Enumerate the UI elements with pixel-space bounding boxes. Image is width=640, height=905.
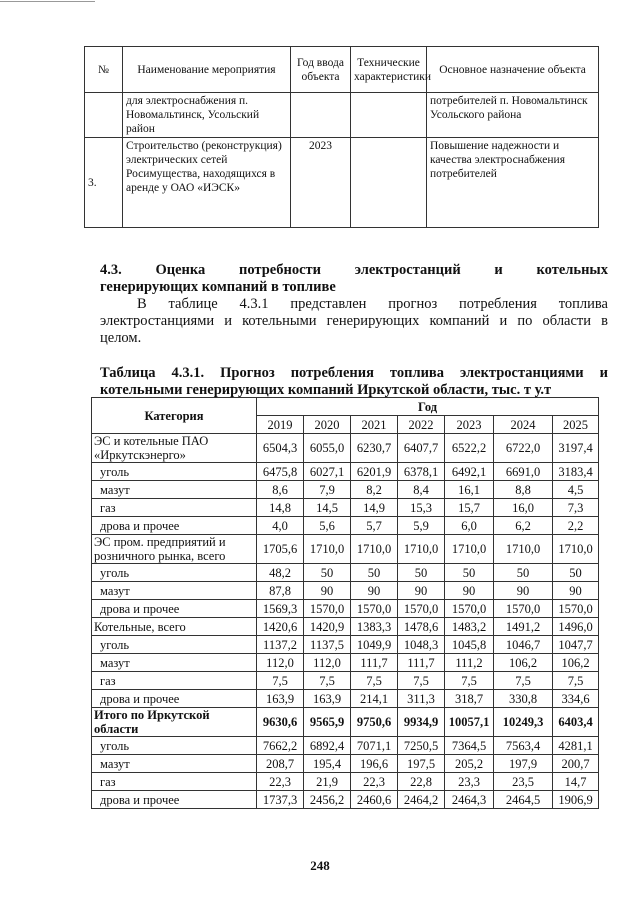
value-cell: 6378,1 (398, 463, 445, 481)
value-cell: 2464,3 (445, 791, 494, 809)
year-cell: 2021 (351, 416, 398, 434)
value-cell: 16,1 (445, 481, 494, 499)
value-cell: 1047,7 (553, 636, 599, 654)
header-num: № (85, 47, 123, 93)
value-cell: 9565,9 (304, 708, 351, 737)
value-cell: 1046,7 (494, 636, 553, 654)
table-row (85, 138, 599, 228)
fuel-table-header-row (92, 398, 599, 416)
value-cell: 2456,2 (304, 791, 351, 809)
value-cell: 7563,4 (494, 737, 553, 755)
row-category: уголь (92, 463, 257, 481)
row-tech (351, 93, 427, 138)
row-category: газ (92, 672, 257, 690)
value-cell: 15,3 (398, 499, 445, 517)
value-cell: 200,7 (553, 755, 599, 773)
value-cell: 1491,2 (494, 618, 553, 636)
value-cell: 50 (398, 564, 445, 582)
value-cell: 6403,4 (553, 708, 599, 737)
value-cell: 1420,9 (304, 618, 351, 636)
value-cell: 1049,9 (351, 636, 398, 654)
year-cell: 2023 (445, 416, 494, 434)
value-cell: 22,3 (257, 773, 304, 791)
header-name: Наименование мероприятия (123, 47, 291, 93)
value-cell: 208,7 (257, 755, 304, 773)
value-cell: 7,5 (494, 672, 553, 690)
table-row (92, 708, 599, 737)
value-cell: 1570,0 (445, 600, 494, 618)
value-cell: 7364,5 (445, 737, 494, 755)
table-caption (100, 365, 608, 399)
value-cell: 5,6 (304, 517, 351, 535)
value-cell: 90 (351, 582, 398, 600)
value-cell: 1570,0 (398, 600, 445, 618)
value-cell: 6492,1 (445, 463, 494, 481)
value-cell: 1710,0 (398, 535, 445, 564)
value-cell: 1496,0 (553, 618, 599, 636)
value-cell: 1570,0 (494, 600, 553, 618)
value-cell: 7250,5 (398, 737, 445, 755)
value-cell: 1383,3 (351, 618, 398, 636)
value-cell: 6407,7 (398, 434, 445, 463)
row-category: уголь (92, 737, 257, 755)
table-row (92, 755, 599, 773)
value-cell: 50 (351, 564, 398, 582)
value-cell: 10057,1 (445, 708, 494, 737)
value-cell: 6230,7 (351, 434, 398, 463)
value-cell: 111,2 (445, 654, 494, 672)
value-cell: 1420,6 (257, 618, 304, 636)
measures-table-header (85, 47, 599, 93)
caption-line: котельными генерирующих компаний Иркутской области, тыс. т у.т (100, 382, 552, 398)
value-cell: 2464,5 (494, 791, 553, 809)
value-cell: 1570,0 (304, 600, 351, 618)
value-cell: 6027,1 (304, 463, 351, 481)
category-header: Категория (92, 398, 257, 434)
year-cell: 2020 (304, 416, 351, 434)
value-cell: 6055,0 (304, 434, 351, 463)
row-category: мазут (92, 755, 257, 773)
value-cell: 4,0 (257, 517, 304, 535)
table-row (92, 600, 599, 618)
section-paragraph (100, 296, 608, 347)
value-cell: 3197,4 (553, 434, 599, 463)
value-cell: 163,9 (257, 690, 304, 708)
table-row (92, 463, 599, 481)
table-row (92, 672, 599, 690)
value-cell: 318,7 (445, 690, 494, 708)
value-cell: 106,2 (553, 654, 599, 672)
value-cell: 21,9 (304, 773, 351, 791)
table-row (92, 791, 599, 809)
value-cell: 1710,0 (351, 535, 398, 564)
table-row (92, 690, 599, 708)
value-cell: 8,2 (351, 481, 398, 499)
row-purpose: Повышение надежности и качества электроснабжения потребителей (427, 138, 599, 228)
value-cell: 7,5 (553, 672, 599, 690)
table-row (92, 582, 599, 600)
table-row (92, 481, 599, 499)
value-cell: 1483,2 (445, 618, 494, 636)
value-cell: 112,0 (304, 654, 351, 672)
value-cell: 112,0 (257, 654, 304, 672)
value-cell: 90 (553, 582, 599, 600)
table-row (92, 654, 599, 672)
value-cell: 14,7 (553, 773, 599, 791)
value-cell: 7,5 (304, 672, 351, 690)
row-category: уголь (92, 636, 257, 654)
year-cell: 2019 (257, 416, 304, 434)
value-cell: 90 (304, 582, 351, 600)
value-cell: 7662,2 (257, 737, 304, 755)
row-name: для электроснабжения п. Новомальтинск, Усольский район (123, 93, 291, 138)
row-category: ЭС пром. предприятий и розничного рынка, всего (92, 535, 257, 564)
value-cell: 6,2 (494, 517, 553, 535)
row-category: мазут (92, 582, 257, 600)
value-cell: 6722,0 (494, 434, 553, 463)
value-cell: 311,3 (398, 690, 445, 708)
value-cell: 1478,6 (398, 618, 445, 636)
value-cell: 4281,1 (553, 737, 599, 755)
value-cell: 6201,9 (351, 463, 398, 481)
value-cell: 6522,2 (445, 434, 494, 463)
value-cell: 4,5 (553, 481, 599, 499)
value-cell: 8,8 (494, 481, 553, 499)
value-cell: 1137,5 (304, 636, 351, 654)
fuel-table (91, 397, 599, 809)
table-row (85, 93, 599, 138)
paragraph-line: целом. (100, 330, 142, 346)
value-cell: 10249,3 (494, 708, 553, 737)
value-cell: 15,7 (445, 499, 494, 517)
row-category: газ (92, 499, 257, 517)
value-cell: 1710,0 (304, 535, 351, 564)
value-cell: 8,6 (257, 481, 304, 499)
value-cell: 196,6 (351, 755, 398, 773)
value-cell: 7,3 (553, 499, 599, 517)
row-year (291, 93, 351, 138)
value-cell: 50 (445, 564, 494, 582)
value-cell: 7,9 (304, 481, 351, 499)
row-name: Строительство (реконструкция) электрических сетей Росимущества, находящихся в аренде у ОАО «ИЭСК» (123, 138, 291, 228)
table-row (92, 564, 599, 582)
header-purpose: Основное назначение объекта (427, 47, 599, 93)
value-cell: 14,8 (257, 499, 304, 517)
value-cell: 1705,6 (257, 535, 304, 564)
value-cell: 50 (553, 564, 599, 582)
value-cell: 2,2 (553, 517, 599, 535)
row-purpose: потребителей п. Новомальтинск Усольского района (427, 93, 599, 138)
value-cell: 16,0 (494, 499, 553, 517)
value-cell: 23,3 (445, 773, 494, 791)
value-cell: 214,1 (351, 690, 398, 708)
value-cell: 23,5 (494, 773, 553, 791)
value-cell: 7,5 (257, 672, 304, 690)
value-cell: 163,9 (304, 690, 351, 708)
paragraph-line: В таблице 4.3.1 представлен прогноз потребления топлива (137, 296, 608, 312)
section-heading-cont: генерирующих компаний в топливе (100, 279, 336, 295)
row-category: дрова и прочее (92, 517, 257, 535)
value-cell: 7,5 (398, 672, 445, 690)
year-cell: 2024 (494, 416, 553, 434)
value-cell: 1569,3 (257, 600, 304, 618)
value-cell: 2464,2 (398, 791, 445, 809)
value-cell: 1710,0 (445, 535, 494, 564)
paragraph-line: электростанциями и котельными генерирующих компаний и по области в (100, 313, 608, 329)
header-tech: Технические характеристики (351, 47, 427, 93)
row-category: ЭС и котельные ПАО «Иркутскэнерго» (92, 434, 257, 463)
row-category: Котельные, всего (92, 618, 257, 636)
caption-line: Таблица 4.3.1. Прогноз потребления топлива электростанциями и (100, 365, 608, 381)
value-cell: 14,5 (304, 499, 351, 517)
value-cell: 106,2 (494, 654, 553, 672)
value-cell: 1710,0 (553, 535, 599, 564)
table-row (92, 636, 599, 654)
row-category: дрова и прочее (92, 600, 257, 618)
value-cell: 1048,3 (398, 636, 445, 654)
row-num (85, 93, 123, 138)
value-cell: 1710,0 (494, 535, 553, 564)
value-cell: 22,3 (351, 773, 398, 791)
value-cell: 1570,0 (553, 600, 599, 618)
value-cell: 1906,9 (553, 791, 599, 809)
value-cell: 6691,0 (494, 463, 553, 481)
value-cell: 5,7 (351, 517, 398, 535)
value-cell: 9750,6 (351, 708, 398, 737)
value-cell: 334,6 (553, 690, 599, 708)
value-cell: 7,5 (351, 672, 398, 690)
table-row (92, 737, 599, 755)
value-cell: 6475,8 (257, 463, 304, 481)
value-cell: 3183,4 (553, 463, 599, 481)
row-category: Итого по Иркутской области (92, 708, 257, 737)
page-top-rule (0, 1, 95, 2)
value-cell: 195,4 (304, 755, 351, 773)
value-cell: 1570,0 (351, 600, 398, 618)
value-cell: 197,9 (494, 755, 553, 773)
measures-table (84, 46, 599, 228)
value-cell: 197,5 (398, 755, 445, 773)
value-cell: 111,7 (351, 654, 398, 672)
value-cell: 8,4 (398, 481, 445, 499)
value-cell: 1137,2 (257, 636, 304, 654)
value-cell: 48,2 (257, 564, 304, 582)
value-cell: 5,9 (398, 517, 445, 535)
header-year: Год ввода объекта (291, 47, 351, 93)
year-cell: 2025 (553, 416, 599, 434)
value-cell: 111,7 (398, 654, 445, 672)
value-cell: 2460,6 (351, 791, 398, 809)
value-cell: 87,8 (257, 582, 304, 600)
value-cell: 90 (494, 582, 553, 600)
table-row (92, 517, 599, 535)
table-row (92, 499, 599, 517)
value-cell: 22,8 (398, 773, 445, 791)
row-category: дрова и прочее (92, 791, 257, 809)
row-category: мазут (92, 481, 257, 499)
value-cell: 50 (304, 564, 351, 582)
value-cell: 330,8 (494, 690, 553, 708)
table-row (92, 535, 599, 564)
value-cell: 9934,9 (398, 708, 445, 737)
page-number: 248 (310, 858, 330, 873)
value-cell: 1737,3 (257, 791, 304, 809)
value-cell: 9630,6 (257, 708, 304, 737)
year-header: Год (257, 398, 599, 416)
value-cell: 14,9 (351, 499, 398, 517)
table-row (92, 773, 599, 791)
row-year: 2023 (291, 138, 351, 228)
row-category: газ (92, 773, 257, 791)
value-cell: 6504,3 (257, 434, 304, 463)
value-cell: 7071,1 (351, 737, 398, 755)
row-category: дрова и прочее (92, 690, 257, 708)
table-row (92, 618, 599, 636)
row-category: мазут (92, 654, 257, 672)
value-cell: 50 (494, 564, 553, 582)
value-cell: 6892,4 (304, 737, 351, 755)
table-row (92, 434, 599, 463)
value-cell: 6,0 (445, 517, 494, 535)
value-cell: 90 (445, 582, 494, 600)
row-tech (351, 138, 427, 228)
section-heading: 4.3. Оценка потребности электростанций и котельных (100, 262, 608, 278)
value-cell: 90 (398, 582, 445, 600)
value-cell: 1045,8 (445, 636, 494, 654)
row-category: уголь (92, 564, 257, 582)
value-cell: 7,5 (445, 672, 494, 690)
value-cell: 205,2 (445, 755, 494, 773)
year-cell: 2022 (398, 416, 445, 434)
row-num: 3. (85, 138, 123, 228)
